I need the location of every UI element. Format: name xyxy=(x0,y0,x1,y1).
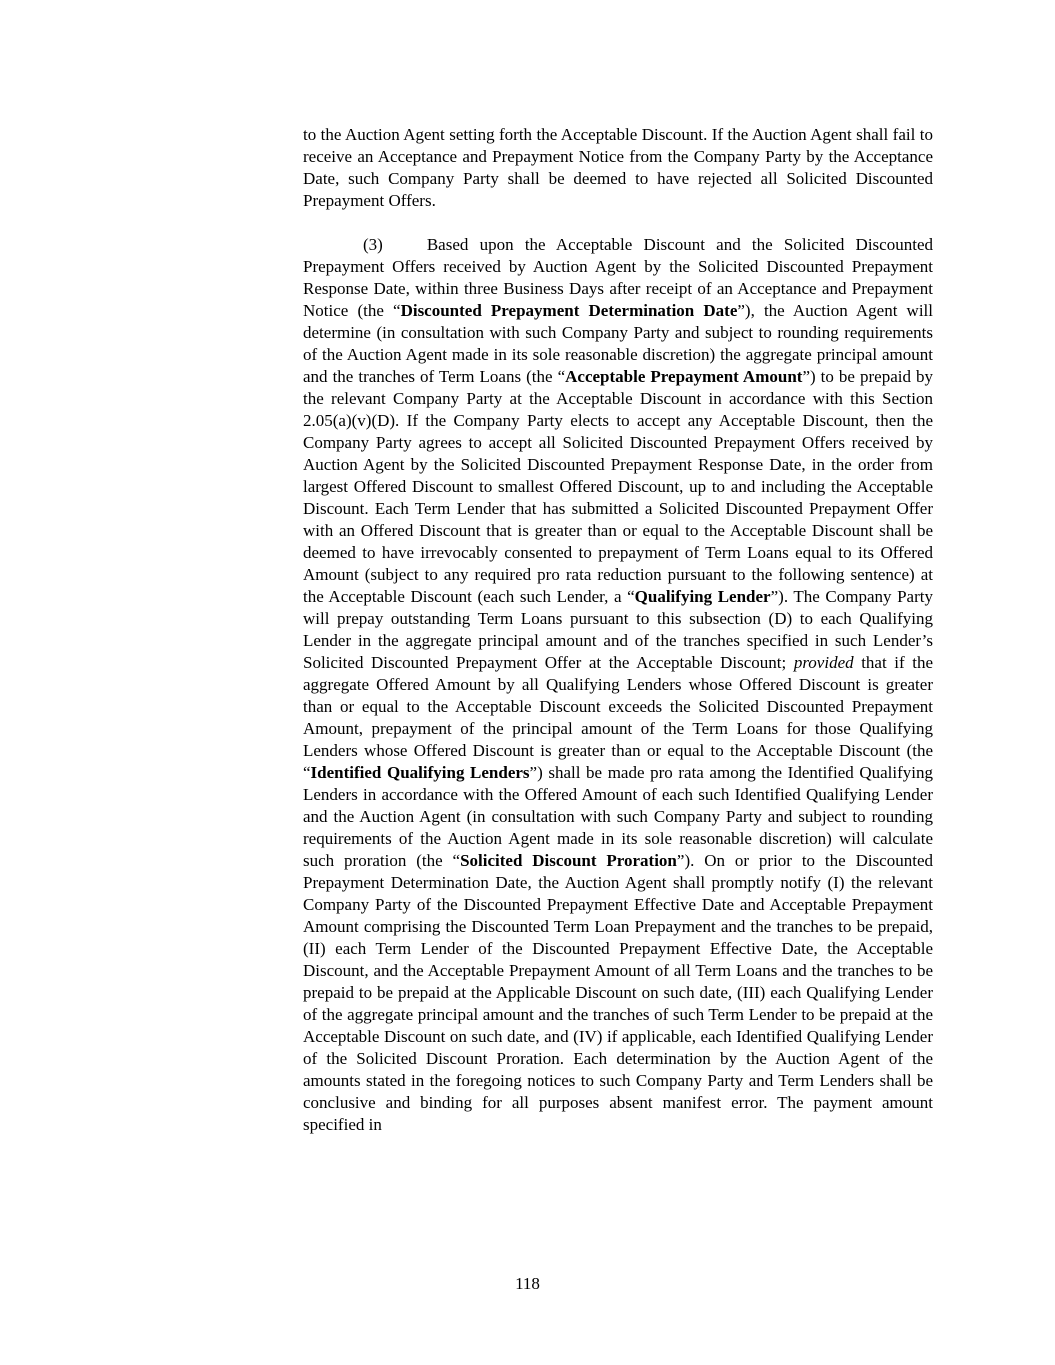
clause-body-text: Based upon the Acceptable Discount and the Solicited Discounted Prepayment Offers received by Auction Agent by the Solicited Discounted Prepayment Response Date, within three Business Days after receipt of an Acceptance and Prepayment Notice (the “Discounted Prepayment Determination Date”), the Auction Agent will determine (in consultation with such Company Party and subject to rounding requirements of the Auction Agent made in its sole reasonable discretion) the aggregate principal amount and the tranches of Term Loans (the “Acceptable Prepayment Amount”) to be prepaid by the relevant Company Party at the Acceptable Discount in accordance with this Section 2.05(a)(v)(D). If the Company Party elects to accept any Acceptable Discount, then the Company Party agrees to accept all Solicited Discounted Prepayment Offers received by Auction Agent by the Solicited Discounted Prepayment Response Date, in the order from largest Offered Discount to smallest Offered Discount, up to and including the Acceptable Discount. Each Term Lender that has submitted a Solicited Discounted Prepayment Offer with an Offered Discount that is greater than or equal to the Acceptable Discount shall be deemed to have irrevocably consented to prepayment of Term Loans equal to its Offered Amount (subject to any required pro rata reduction pursuant to the following sentence) at the Acceptable Discount (each such Lender, a “Qualifying Lender”). The Company Party will prepay outstanding Term Loans pursuant to this subsection (D) to each Qualifying Lender in the aggregate principal amount and of the tranches specified in such Lender’s Solicited Discounted Prepayment Offer at the Acceptable Discount; provided that if the aggregate Offered Amount by all Qualifying Lenders whose Offered Discount is greater than or equal to the Acceptable Discount exceeds the Solicited Discounted Prepayment Amount, prepayment of the principal amount of the Term Loans for those Qualifying Lenders whose Offered Discount is greater than or equal to the Acceptable Discount (the “Identified Qualifying Lenders”) shall be made pro rata among the Identified Qualifying Lenders in accordance with the Offered Amount of each such Identified Qualifying Lender and the Auction Agent (in consultation with such Company Party and subject to rounding requirements of the Auction Agent made in its sole reasonable discretion) will calculate such proration (the “Solicited Discount Proration”). On or prior to the Discounted Prepayment Determination Date, the Auction Agent shall promptly notify (I) the relevant Company Party of the Discounted Prepayment Effective Date and Acceptable Prepayment Amount comprising the Discounted Term Loan Prepayment and the tranches to be prepaid, (II) each Term Lender of the Discounted Prepayment Effective Date, the Acceptable Discount, and the Acceptable Prepayment Amount of all Term Loans and the tranches to be prepaid to be prepaid at the Applicable Discount on such date, (III) each Qualifying Lender of the aggregate principal amount and the tranches of such Term Lender to be prepaid at the Acceptable Discount on such date, and (IV) if applicable, each Identified Qualifying Lender of the Solicited Discount Proration. Each determination by the Auction Agent of the amounts stated in the foregoing notices to such Company Party and Term Lenders shall be conclusive and binding for all purposes absent manifest error. The payment amount specified in xyxy=(303,235,934,1134)
paragraph-continuation: to the Auction Agent setting forth the Acceptable Discount. If the Auction Agent shall fail to receive an Acceptance and Prepayment Notice from the Company Party by the Acceptance Date, such Company Party shall be deemed to have rejected all Solicited Discounted Prepayment Offers. xyxy=(303,125,933,210)
text-block xyxy=(303,124,933,1136)
page-number: 118 xyxy=(515,1274,540,1293)
clause-number: (3) xyxy=(363,235,383,254)
paragraph-clause-3 xyxy=(303,234,933,1136)
